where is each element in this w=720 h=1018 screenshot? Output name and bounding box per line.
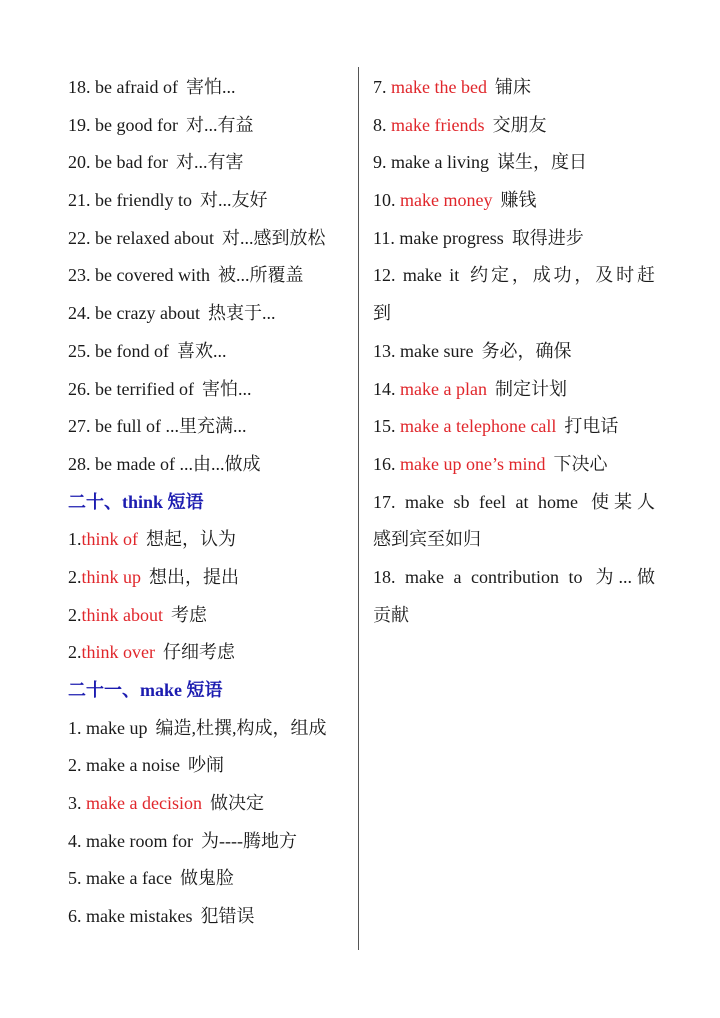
list-item: 6. make mistakes 犯错误: [68, 906, 255, 927]
column-divider: [358, 67, 359, 950]
list-item: 17. make sb feel at home 使某人: [373, 491, 656, 512]
list-item-continuation: 到: [373, 303, 391, 324]
list-item: 2. make a noise 吵闹: [68, 755, 224, 776]
list-item: 16. make up one’s mind 下决心: [373, 453, 608, 474]
list-item: 21. be friendly to 对...友好: [68, 190, 268, 211]
list-item: 18. make a contribution to 为...做: [373, 566, 656, 587]
list-item: 13. make sure 务必，确保: [373, 340, 572, 361]
list-item: 9. make a living 谋生，度日: [373, 152, 587, 173]
list-item: 8. make friends 交朋友: [373, 114, 547, 135]
list-item: 22. be relaxed about 对...感到放松: [68, 227, 326, 248]
list-item: 2.think up 想出，提出: [68, 566, 240, 587]
list-item: 23. be covered with 被...所覆盖: [68, 265, 304, 286]
list-item: 24. be crazy about 热衷于...: [68, 303, 276, 324]
list-item: 5. make a face 做鬼脸: [68, 868, 234, 889]
list-item: 18. be afraid of 害怕...: [68, 77, 236, 97]
left-column: [68, 69, 353, 936]
list-item: 7. make the bed 铺床: [373, 77, 531, 97]
list-item: 19. be good for 对...有益: [68, 114, 254, 135]
list-item: 25. be fond of 喜欢...: [68, 340, 227, 361]
list-item-continuation: 感到宾至如归: [373, 529, 481, 550]
right-column: [373, 69, 655, 634]
list-item: 14. make a plan 制定计划: [373, 378, 567, 399]
list-item: 3. make a decision 做决定: [68, 793, 264, 814]
list-item: 2.think over 仔细考虑: [68, 642, 235, 663]
list-item: 4. make room for 为----腾地方: [68, 830, 297, 851]
list-item: 15. make a telephone call 打电话: [373, 416, 619, 437]
list-item: 2.think about 考虑: [68, 604, 207, 625]
list-item: 10. make money 赚钱: [373, 190, 537, 211]
list-item: 12. make it 约定，成功，及时赶: [373, 265, 656, 286]
list-item: 27. be full of ...里充满...: [68, 416, 247, 437]
list-item-continuation: 贡献: [373, 604, 409, 625]
section-heading-make: 二十一、make 短语: [68, 680, 223, 700]
list-item: 11. make progress 取得进步: [373, 227, 584, 248]
list-item: 1. make up 编造,杜撰,构成，组成: [68, 717, 327, 738]
list-item: 1.think of 想起，认为: [68, 529, 236, 550]
section-heading-think: 二十、think 短语: [68, 491, 204, 512]
list-item: 28. be made of ...由...做成: [68, 453, 261, 474]
list-item: 26. be terrified of 害怕...: [68, 378, 252, 399]
list-item: 20. be bad for 对...有害: [68, 152, 244, 173]
